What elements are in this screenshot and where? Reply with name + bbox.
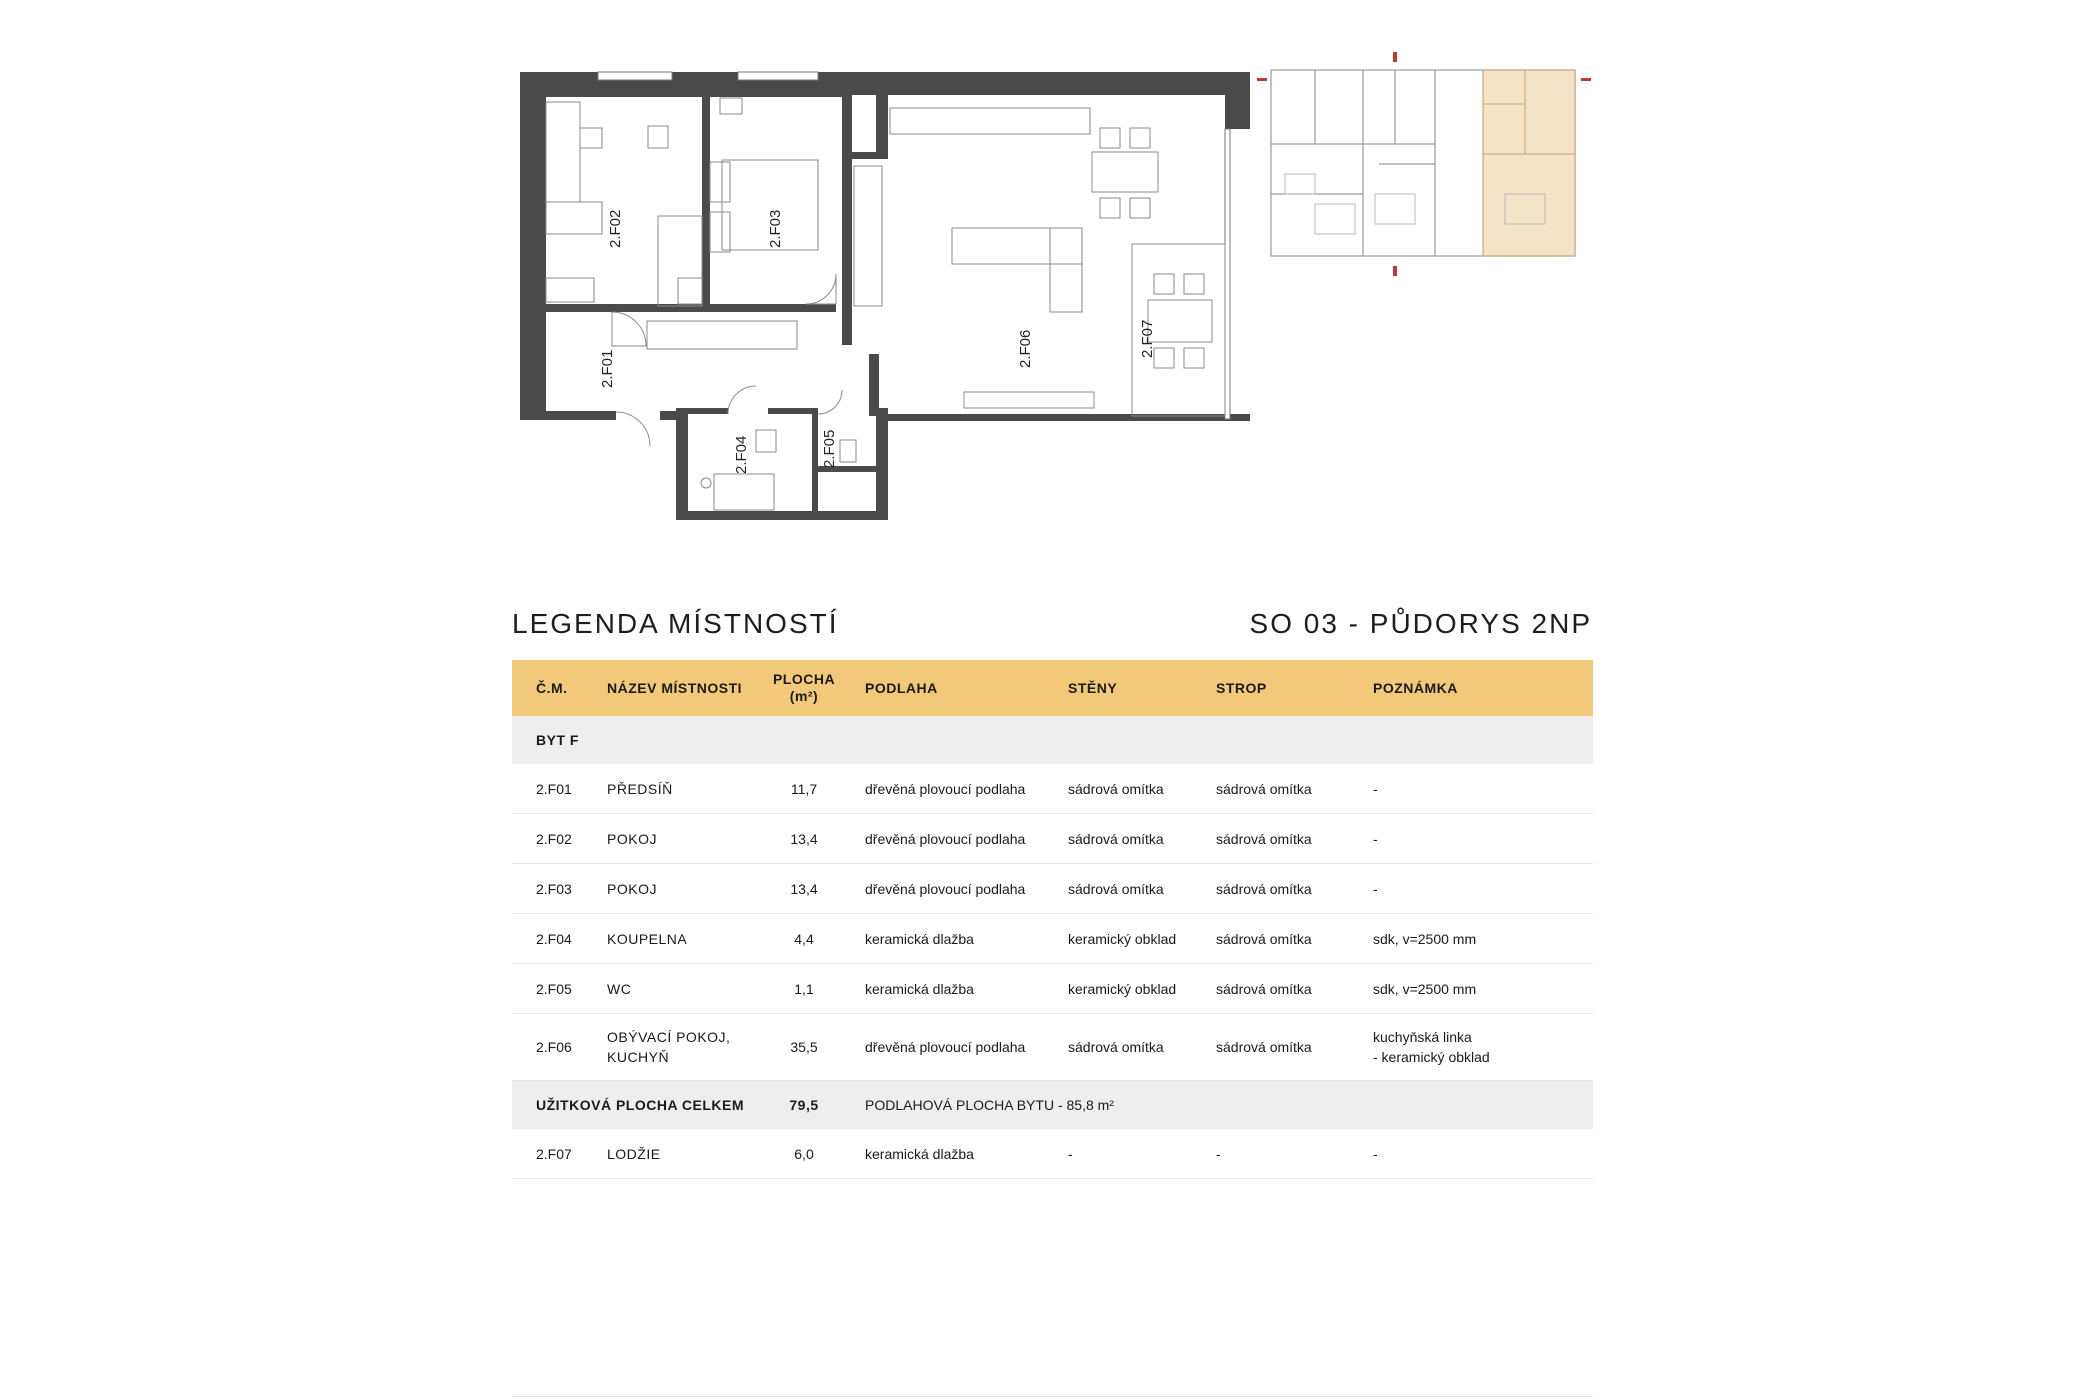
cell-ceiling: sádrová omítka	[1192, 914, 1349, 964]
room-label-f01: 2.F01	[599, 349, 616, 388]
cell-floor: dřevěná plovoucí podlaha	[841, 764, 1044, 814]
plan-windows	[598, 72, 1230, 419]
cell-name: LODŽIE	[583, 1129, 767, 1179]
room-label-f05: 2.F05	[821, 429, 838, 468]
drawing-title: SO 03 - PŮDORYS 2NP	[1249, 608, 1592, 639]
cell-area: 6,0	[767, 1129, 841, 1179]
cell-walls: sádrová omítka	[1044, 814, 1192, 864]
key-plan	[1255, 44, 1595, 284]
cell-ceiling: sádrová omítka	[1192, 1014, 1349, 1081]
cell-cm: 2.F01	[512, 764, 583, 814]
legend-title: LEGENDA MÍSTNOSTÍ	[512, 608, 839, 639]
cell-walls: sádrová omítka	[1044, 864, 1192, 914]
cell-area: 1,1	[767, 964, 841, 1014]
cell-cm: 2.F03	[512, 864, 583, 914]
room-label-f04: 2.F04	[733, 435, 750, 474]
group-label: BYT F	[512, 716, 1593, 764]
cell-walls: -	[1044, 1129, 1192, 1179]
cell-floor: dřevěná plovoucí podlaha	[841, 814, 1044, 864]
cell-walls: keramický obklad	[1044, 914, 1192, 964]
bottom-divider	[512, 1396, 1593, 1397]
floor-plan	[520, 48, 1250, 528]
cell-ceiling: sádrová omítka	[1192, 764, 1349, 814]
cell-name: KOUPELNA	[583, 914, 767, 964]
header-name: NÁZEV MÍSTNOSTI	[583, 660, 767, 716]
cell-note: -	[1349, 814, 1593, 864]
header-note: POZNÁMKA	[1349, 660, 1593, 716]
cell-name: POKOJ	[583, 864, 767, 914]
cell-walls: keramický obklad	[1044, 964, 1192, 1014]
cell-ceiling: sádrová omítka	[1192, 814, 1349, 864]
cell-area: 13,4	[767, 814, 841, 864]
header-area: PLOCHA (m²)	[767, 660, 841, 716]
room-label-f07: 2.F07	[1139, 319, 1156, 358]
room-legend-table	[512, 660, 1593, 1179]
cell-note: sdk, v=2500 mm	[1349, 914, 1593, 964]
cell-note: -	[1349, 1129, 1593, 1179]
cell-note: sdk, v=2500 mm	[1349, 964, 1593, 1014]
table-row	[512, 1129, 1593, 1179]
total-row	[512, 1081, 1593, 1130]
cell-ceiling: sádrová omítka	[1192, 864, 1349, 914]
table-row	[512, 764, 1593, 814]
cell-area: 13,4	[767, 864, 841, 914]
plan-walls	[520, 72, 1250, 520]
cell-floor: keramická dlažba	[841, 1129, 1044, 1179]
header-cm: Č.M.	[512, 660, 583, 716]
header-walls: STĚNY	[1044, 660, 1192, 716]
cell-name: OBÝVACÍ POKOJ, KUCHYŇ	[583, 1014, 767, 1081]
plan-doors	[612, 274, 842, 446]
table-row	[512, 814, 1593, 864]
cell-floor: keramická dlažba	[841, 914, 1044, 964]
header-ceiling: STROP	[1192, 660, 1349, 716]
group-row	[512, 716, 1593, 764]
total-area: 79,5	[767, 1081, 841, 1130]
header-floor: PODLAHA	[841, 660, 1044, 716]
table-row	[512, 1014, 1593, 1081]
cell-area: 35,5	[767, 1014, 841, 1081]
room-label-f02: 2.F02	[607, 209, 624, 248]
cell-floor: dřevěná plovoucí podlaha	[841, 864, 1044, 914]
cell-cm: 2.F07	[512, 1129, 583, 1179]
cell-area: 11,7	[767, 764, 841, 814]
key-plan-highlight	[1483, 70, 1575, 256]
cell-walls: sádrová omítka	[1044, 764, 1192, 814]
table-row	[512, 964, 1593, 1014]
table-row	[512, 914, 1593, 964]
table-row	[512, 864, 1593, 914]
cell-floor: keramická dlažba	[841, 964, 1044, 1014]
cell-ceiling: sádrová omítka	[1192, 964, 1349, 1014]
legend-titles	[512, 608, 1592, 644]
cell-area: 4,4	[767, 914, 841, 964]
cell-note: -	[1349, 864, 1593, 914]
cell-name: PŘEDSÍŇ	[583, 764, 767, 814]
cell-name: WC	[583, 964, 767, 1014]
table-header-row	[512, 660, 1593, 716]
cell-note: kuchyňská linka - keramický obklad	[1349, 1014, 1593, 1081]
cell-walls: sádrová omítka	[1044, 1014, 1192, 1081]
cell-ceiling: -	[1192, 1129, 1349, 1179]
cell-cm: 2.F04	[512, 914, 583, 964]
room-label-f03: 2.F03	[767, 209, 784, 248]
total-label: UŽITKOVÁ PLOCHA CELKEM	[512, 1081, 767, 1130]
cell-cm: 2.F05	[512, 964, 583, 1014]
cell-floor: dřevěná plovoucí podlaha	[841, 1014, 1044, 1081]
room-label-f06: 2.F06	[1017, 329, 1034, 368]
cell-note: -	[1349, 764, 1593, 814]
cell-cm: 2.F06	[512, 1014, 583, 1081]
total-note: PODLAHOVÁ PLOCHA BYTU - 85,8 m²	[841, 1081, 1593, 1130]
cell-name: POKOJ	[583, 814, 767, 864]
cell-cm: 2.F02	[512, 814, 583, 864]
